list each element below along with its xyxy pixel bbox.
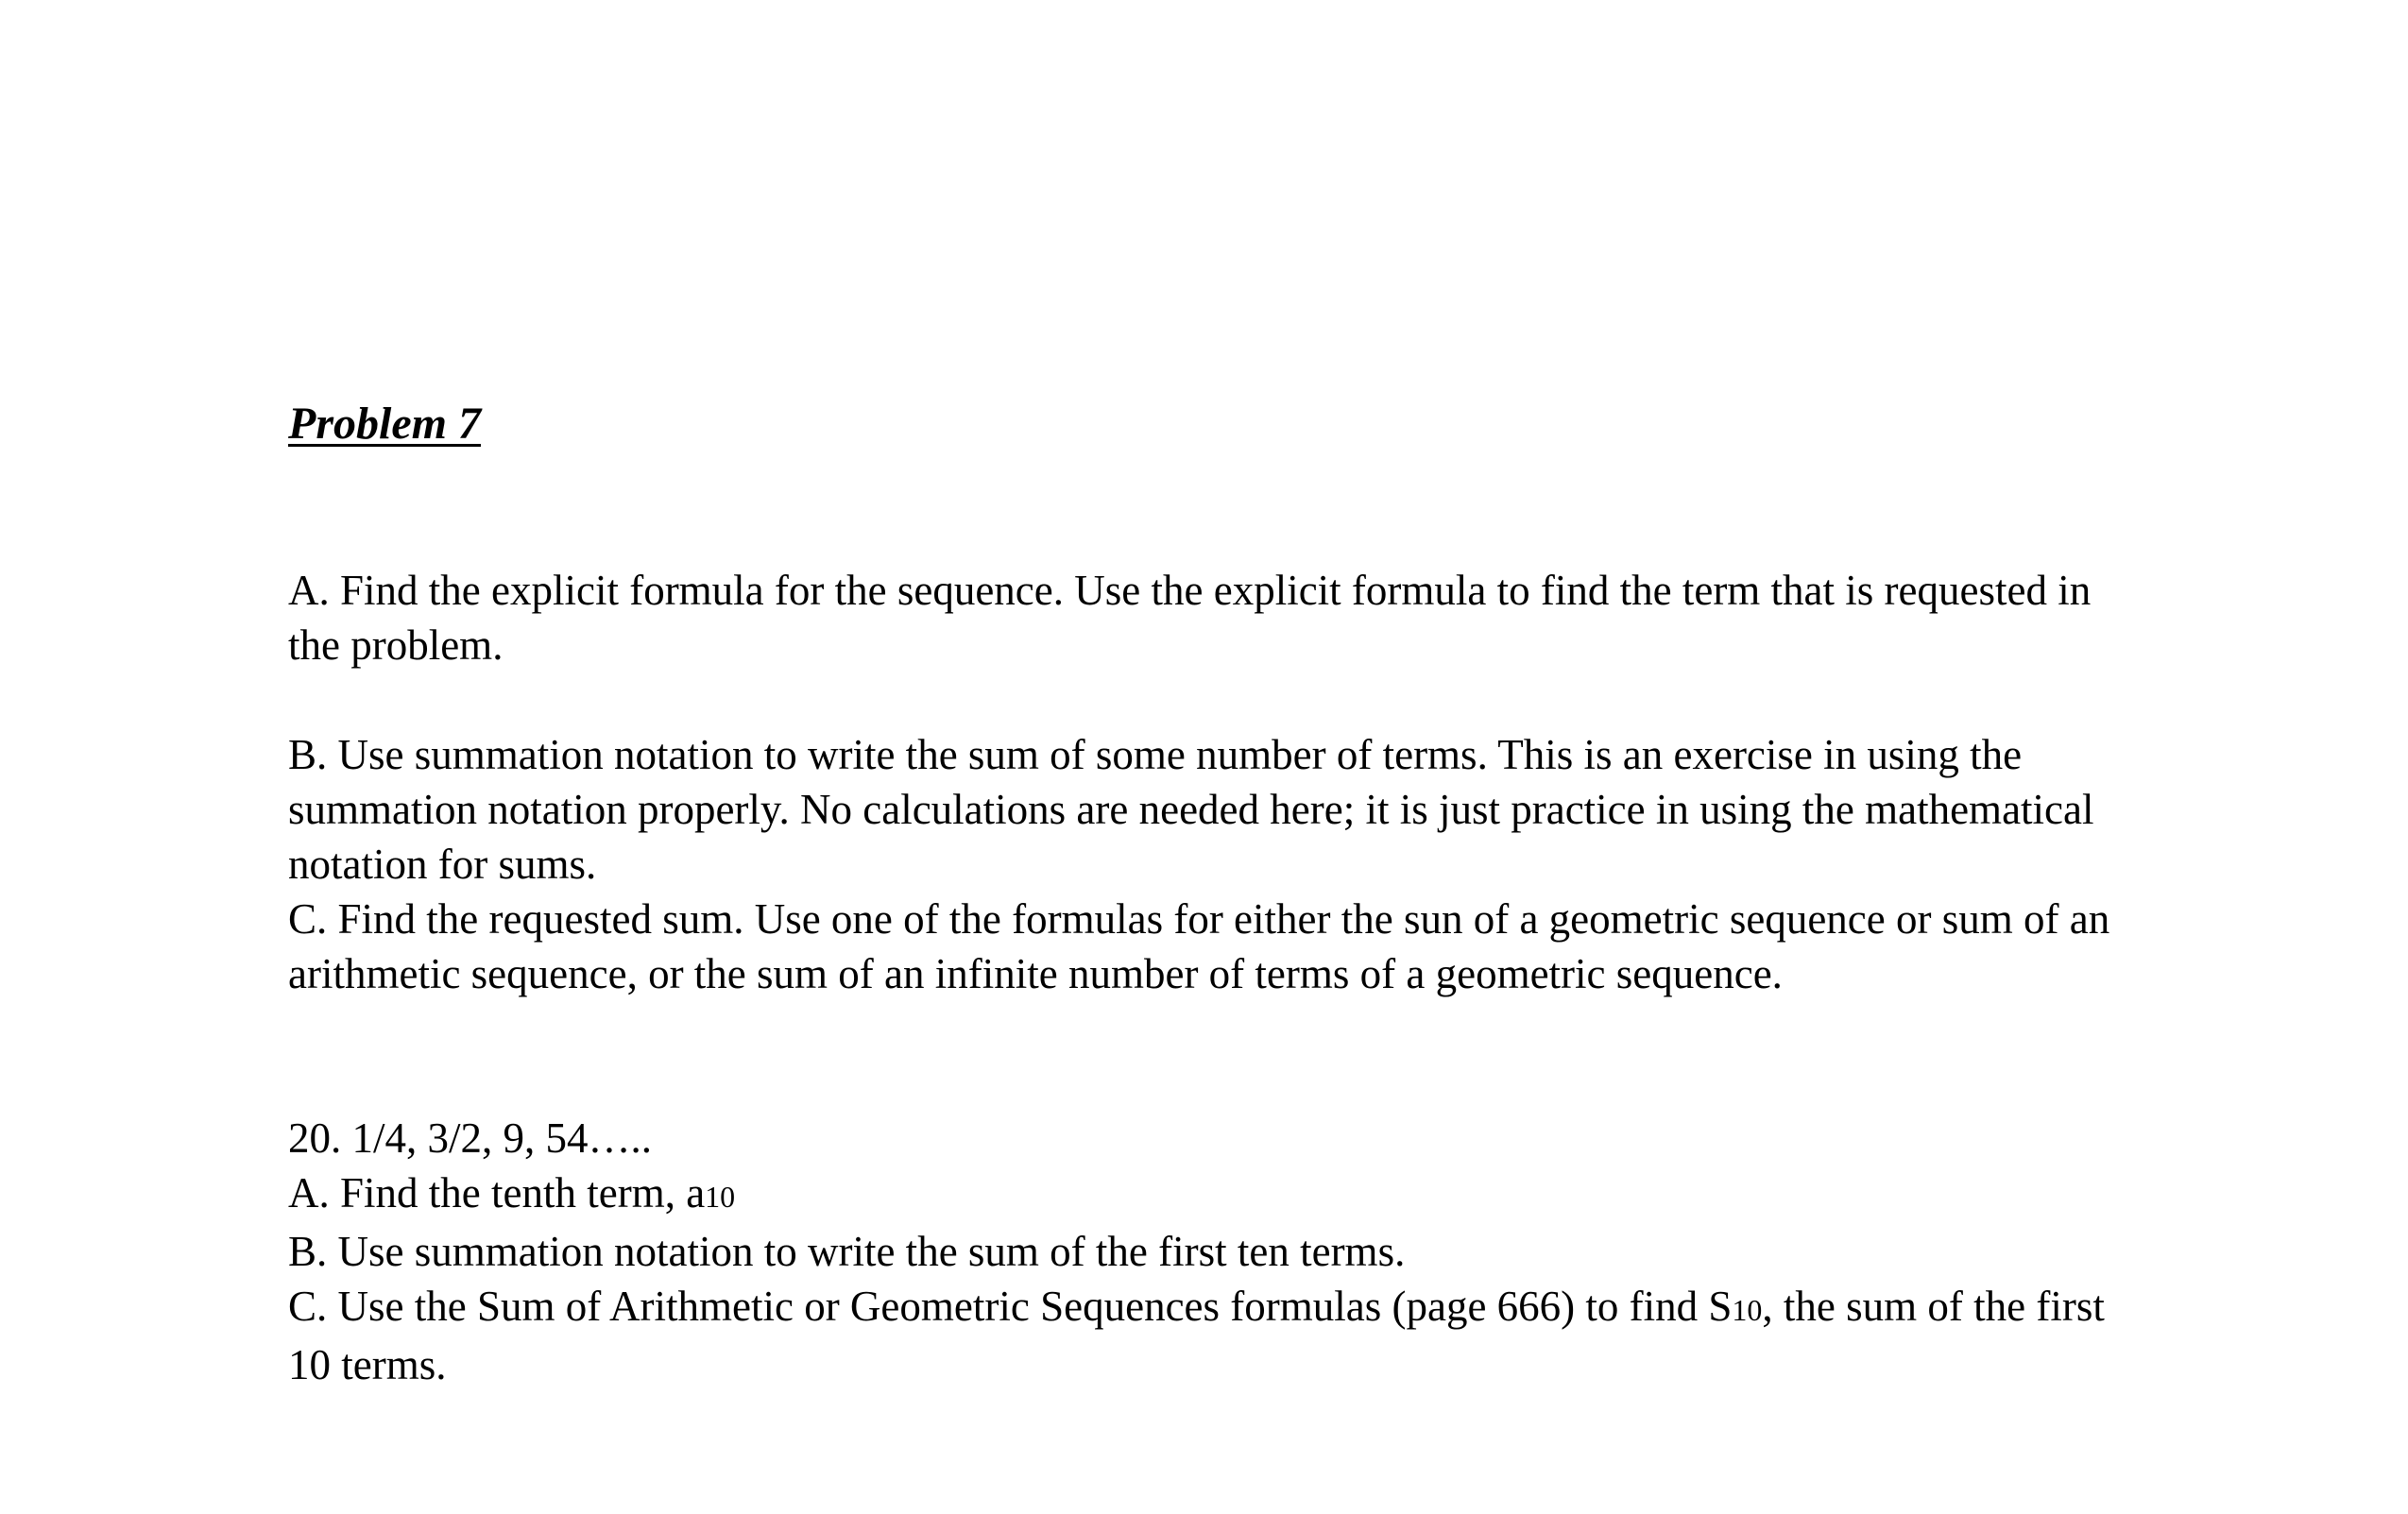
problem-title: Problem 7 bbox=[288, 399, 481, 449]
part-a-text: A. Find the tenth term, a bbox=[288, 1169, 706, 1216]
part-c-subscript: 10 bbox=[1732, 1293, 1763, 1327]
sequence-line: 20. 1/4, 3/2, 9, 54….. bbox=[288, 1114, 653, 1162]
instruction-a: A. Find the explicit formula for the sequence. Use the explicit formula to find the term that is requested in the problem. bbox=[288, 567, 2092, 669]
document-page bbox=[288, 397, 2177, 1392]
part-b-line: B. Use summation notation to write the sum of the first ten terms. bbox=[288, 1228, 1406, 1275]
instructions-section bbox=[288, 563, 2177, 1001]
paragraph-gap bbox=[288, 672, 2177, 727]
problem-20 bbox=[288, 1111, 2177, 1392]
part-c-text-1: C. Use the Sum of Arithmetic or Geometric Sequences formulas (page 666) to find S bbox=[288, 1283, 1733, 1330]
part-c-text-2: , the sum of the first 10 terms. bbox=[288, 1283, 2105, 1388]
part-a-line bbox=[288, 1165, 2177, 1224]
instruction-c: C. Find the requested sum. Use one of the formulas for either the sun of a geometric sequence or sum of an arithmetic sequence, or the sum of an infinite number of terms of a geometric sequence. bbox=[288, 895, 2110, 997]
part-c-line bbox=[288, 1279, 2140, 1392]
part-a-subscript: 10 bbox=[705, 1180, 736, 1214]
instruction-b: B. Use summation notation to write the sum of some number of terms. This is an exercise in using the summation notation properly. No calculations are needed here; it is just practice in using the mathematical notation for sums. bbox=[288, 731, 2094, 888]
